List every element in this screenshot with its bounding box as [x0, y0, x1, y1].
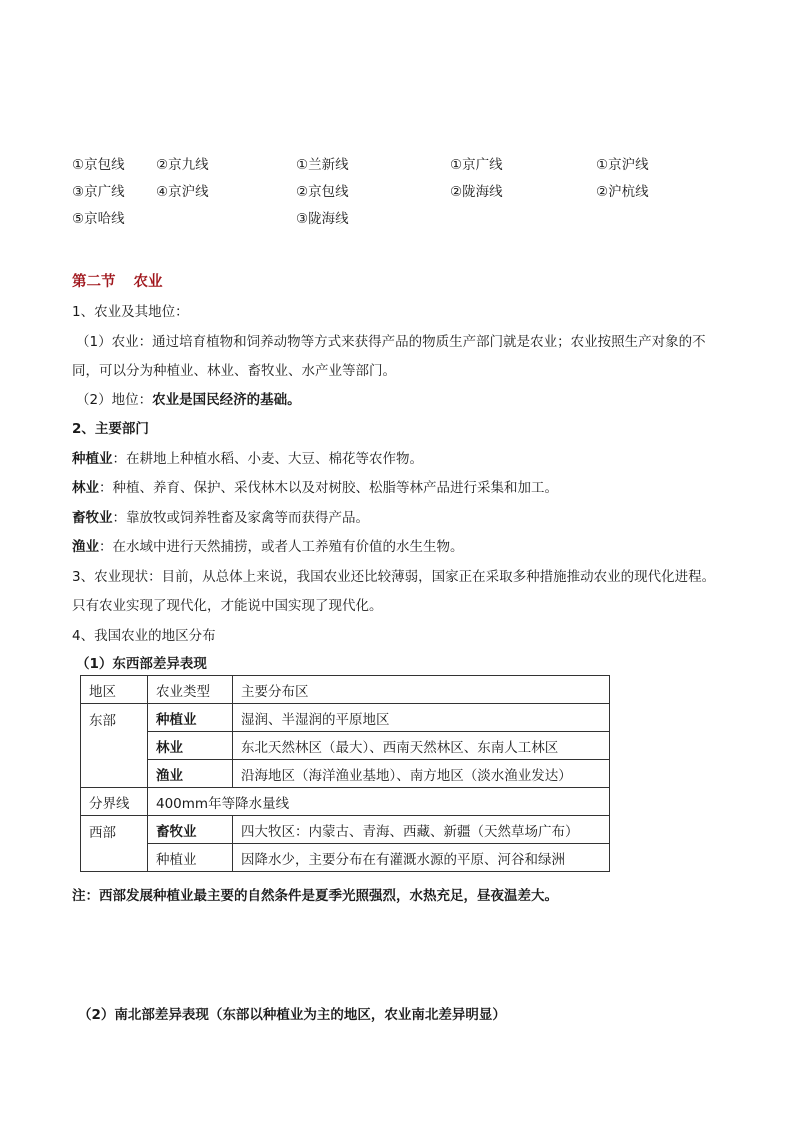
- status-text: 农业是国民经济的基础。: [152, 392, 301, 408]
- sector-line: [72, 478, 732, 498]
- area-cell: 东北天然林区（最大）、西南天然林区、东南人工林区: [233, 732, 610, 760]
- region-cell: 西部: [81, 816, 148, 872]
- paragraph-line: （1）农业：通过培育植物和饲养动物等方式来获得产品的物质生产部门就是农业；农业按照生产对象的不: [76, 334, 706, 350]
- region-cell: 分界线: [81, 788, 148, 816]
- sector-term: 种植业: [72, 451, 113, 467]
- type-cell: 林业: [148, 732, 233, 760]
- heading-4: 4、我国农业的地区分布: [72, 628, 216, 644]
- paragraph-line: 只有农业实现了现代化，才能说中国实现了现代化。: [72, 598, 383, 614]
- railway-lines-list: [72, 150, 712, 231]
- sector-term: 畜牧业: [72, 510, 113, 526]
- sector-desc: ：靠放牧或饲养牲畜及家禽等而获得产品。: [112, 510, 369, 526]
- railway-row: [72, 177, 712, 204]
- section-name: 农业: [133, 274, 163, 290]
- table-header: 主要分布区: [233, 676, 610, 704]
- railway-line: ④京沪线: [156, 184, 209, 200]
- heading-2: 2、主要部门: [72, 421, 149, 437]
- railway-line: ③京广线: [72, 184, 125, 200]
- sector-line: [72, 449, 732, 469]
- type-cell: 渔业: [148, 760, 233, 788]
- table-header: 农业类型: [148, 676, 233, 704]
- section-title: [72, 270, 163, 291]
- agriculture-distribution-table: [80, 675, 610, 872]
- subheading-north-south: （2）南北部差异表现（东部以种植业为主的地区，农业南北差异明显）: [78, 1007, 506, 1023]
- status-prefix: （2）地位：: [76, 392, 153, 408]
- paragraph-line: 同，可以分为种植业、林业、畜牧业、水产业等部门。: [72, 363, 396, 379]
- sector-line: [72, 508, 732, 528]
- table-row: [81, 732, 610, 760]
- railway-line: ①京广线: [450, 157, 503, 173]
- type-cell: 种植业: [148, 844, 233, 872]
- section-number: 第二节: [72, 274, 116, 290]
- table-row: [81, 816, 610, 844]
- heading-1: 1、农业及其地位：: [72, 304, 189, 320]
- sector-desc: ：种植、养育、保护、采伐林木以及对树胶、松脂等林产品进行采集和加工。: [99, 480, 558, 496]
- type-cell: 畜牧业: [148, 816, 233, 844]
- area-cell: 湿润、半湿润的平原地区: [233, 704, 610, 732]
- type-cell: 种植业: [148, 704, 233, 732]
- sector-line: [72, 537, 732, 557]
- area-cell: 四大牧区：内蒙古、青海、西藏、新疆（天然草场广布）: [233, 816, 610, 844]
- railway-line: ②陇海线: [450, 184, 503, 200]
- table-header: 地区: [81, 676, 148, 704]
- sector-desc: ：在耕地上种植水稻、小麦、大豆、棉花等农作物。: [112, 451, 423, 467]
- area-cell: 沿海地区（海洋渔业基地）、南方地区（淡水渔业发达）: [233, 760, 610, 788]
- railway-line: ②京包线: [296, 184, 349, 200]
- sector-term: 林业: [72, 480, 99, 496]
- railway-line: ①京沪线: [596, 157, 649, 173]
- sector-desc: ：在水域中进行天然捕捞，或者人工养殖有价值的水生生物。: [99, 539, 464, 555]
- area-cell: 因降水少，主要分布在有灌溉水源的平原、河谷和绿洲: [233, 844, 610, 872]
- paragraph-line: 3、农业现状：目前，从总体上来说，我国农业还比较薄弱，国家正在采取多种措施推动农业的现代化进程。: [72, 569, 716, 585]
- table-row: [81, 788, 610, 816]
- note: 注：西部发展种植业最主要的自然条件是夏季光照强烈，水热充足，昼夜温差大。: [72, 888, 558, 904]
- status-line: [76, 390, 736, 410]
- railway-line: ①兰新线: [296, 157, 349, 173]
- railway-row: [72, 204, 712, 231]
- table-row: [81, 760, 610, 788]
- table-row: [81, 844, 610, 872]
- subheading-east-west: （1）东西部差异表现: [76, 656, 207, 672]
- railway-line: ③陇海线: [296, 211, 349, 227]
- table-header-row: [81, 676, 610, 704]
- railway-line: ⑤京哈线: [72, 211, 125, 227]
- railway-line: ②京九线: [156, 157, 209, 173]
- boundary-cell: 400mm年等降水量线: [148, 788, 610, 816]
- region-cell: 东部: [81, 704, 148, 788]
- railway-line: ①京包线: [72, 157, 125, 173]
- table-row: [81, 704, 610, 732]
- sector-term: 渔业: [72, 539, 99, 555]
- railway-row: [72, 150, 712, 177]
- railway-line: ②沪杭线: [596, 184, 649, 200]
